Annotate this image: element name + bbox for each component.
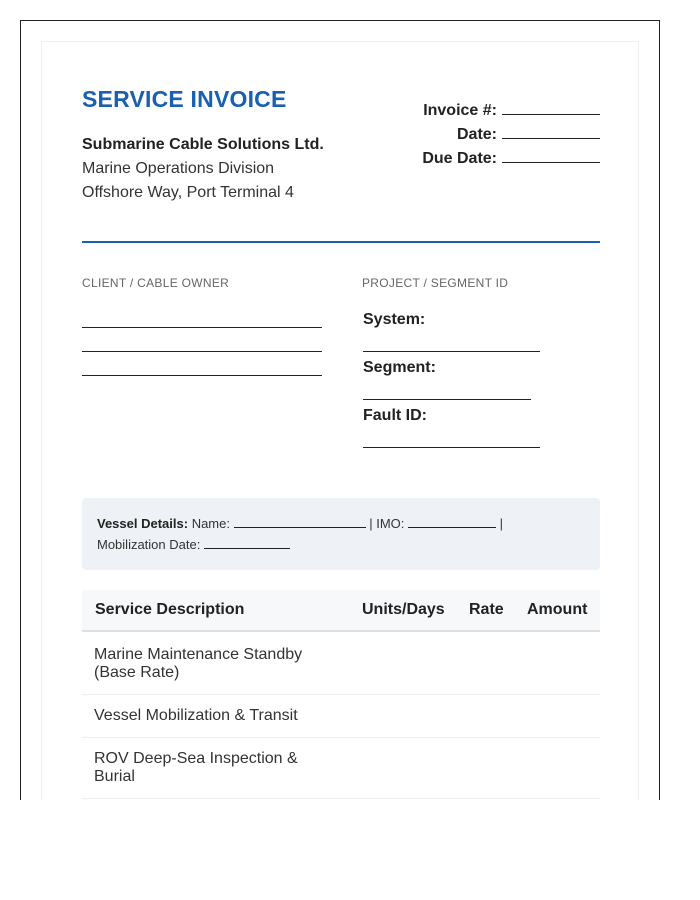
- segment-label: Segment:: [363, 359, 436, 376]
- fault-id-label: Fault ID:: [363, 407, 427, 424]
- col-header-amount: Amount: [527, 601, 588, 618]
- table-row: [82, 695, 600, 738]
- date-field[interactable]: [457, 124, 600, 144]
- segment-blank[interactable]: [363, 399, 531, 400]
- fault-id-blank[interactable]: [363, 447, 540, 448]
- vessel-separator: |: [499, 516, 504, 531]
- system-blank[interactable]: [363, 351, 540, 352]
- client-line-3[interactable]: [82, 375, 322, 376]
- invoice-number-blank[interactable]: [502, 100, 600, 115]
- invoice-number-field[interactable]: [423, 100, 600, 120]
- system-label: System:: [363, 311, 426, 328]
- project-section-label: PROJECT / SEGMENT ID: [362, 276, 509, 290]
- mobilization-date-blank[interactable]: [204, 536, 290, 549]
- invoice-number-label: Invoice #:: [423, 102, 497, 119]
- due-date-label: Due Date:: [422, 150, 497, 167]
- table-row: [82, 632, 600, 695]
- mobilization-date-label: Mobilization Date:: [97, 537, 201, 552]
- header-divider: [82, 241, 600, 243]
- vessel-imo-label: | IMO:: [369, 516, 405, 531]
- vessel-details-heading: Vessel Details:: [97, 516, 189, 531]
- company-name: Submarine Cable Solutions Ltd.: [82, 136, 324, 153]
- company-division: Marine Operations Division: [82, 160, 275, 177]
- vessel-name-blank[interactable]: [234, 515, 366, 528]
- row-description: Vessel Mobilization & Transit: [94, 707, 298, 724]
- client-section-label: CLIENT / CABLE OWNER: [82, 276, 230, 290]
- due-date-blank[interactable]: [502, 148, 600, 163]
- table-row: [82, 738, 600, 799]
- row-description: ROV Deep-Sea Inspection & Burial: [94, 750, 298, 785]
- col-header-units: Units/Days: [362, 601, 445, 618]
- client-line-2[interactable]: [82, 351, 322, 352]
- col-header-description: Service Description: [95, 601, 245, 618]
- invoice-title: SERVICE INVOICE: [82, 86, 287, 112]
- date-blank[interactable]: [502, 124, 600, 139]
- vessel-imo-blank[interactable]: [408, 515, 496, 528]
- due-date-field[interactable]: [422, 148, 600, 168]
- client-line-1[interactable]: [82, 327, 322, 328]
- vessel-name-label: Name:: [191, 516, 230, 531]
- company-address: Offshore Way, Port Terminal 4: [82, 184, 294, 201]
- row-description: Marine Maintenance Standby (Base Rate): [94, 646, 303, 681]
- date-label: Date:: [456, 126, 497, 143]
- col-header-rate: Rate: [469, 601, 504, 618]
- services-table-header: [82, 590, 600, 632]
- vessel-details-box: [82, 498, 600, 570]
